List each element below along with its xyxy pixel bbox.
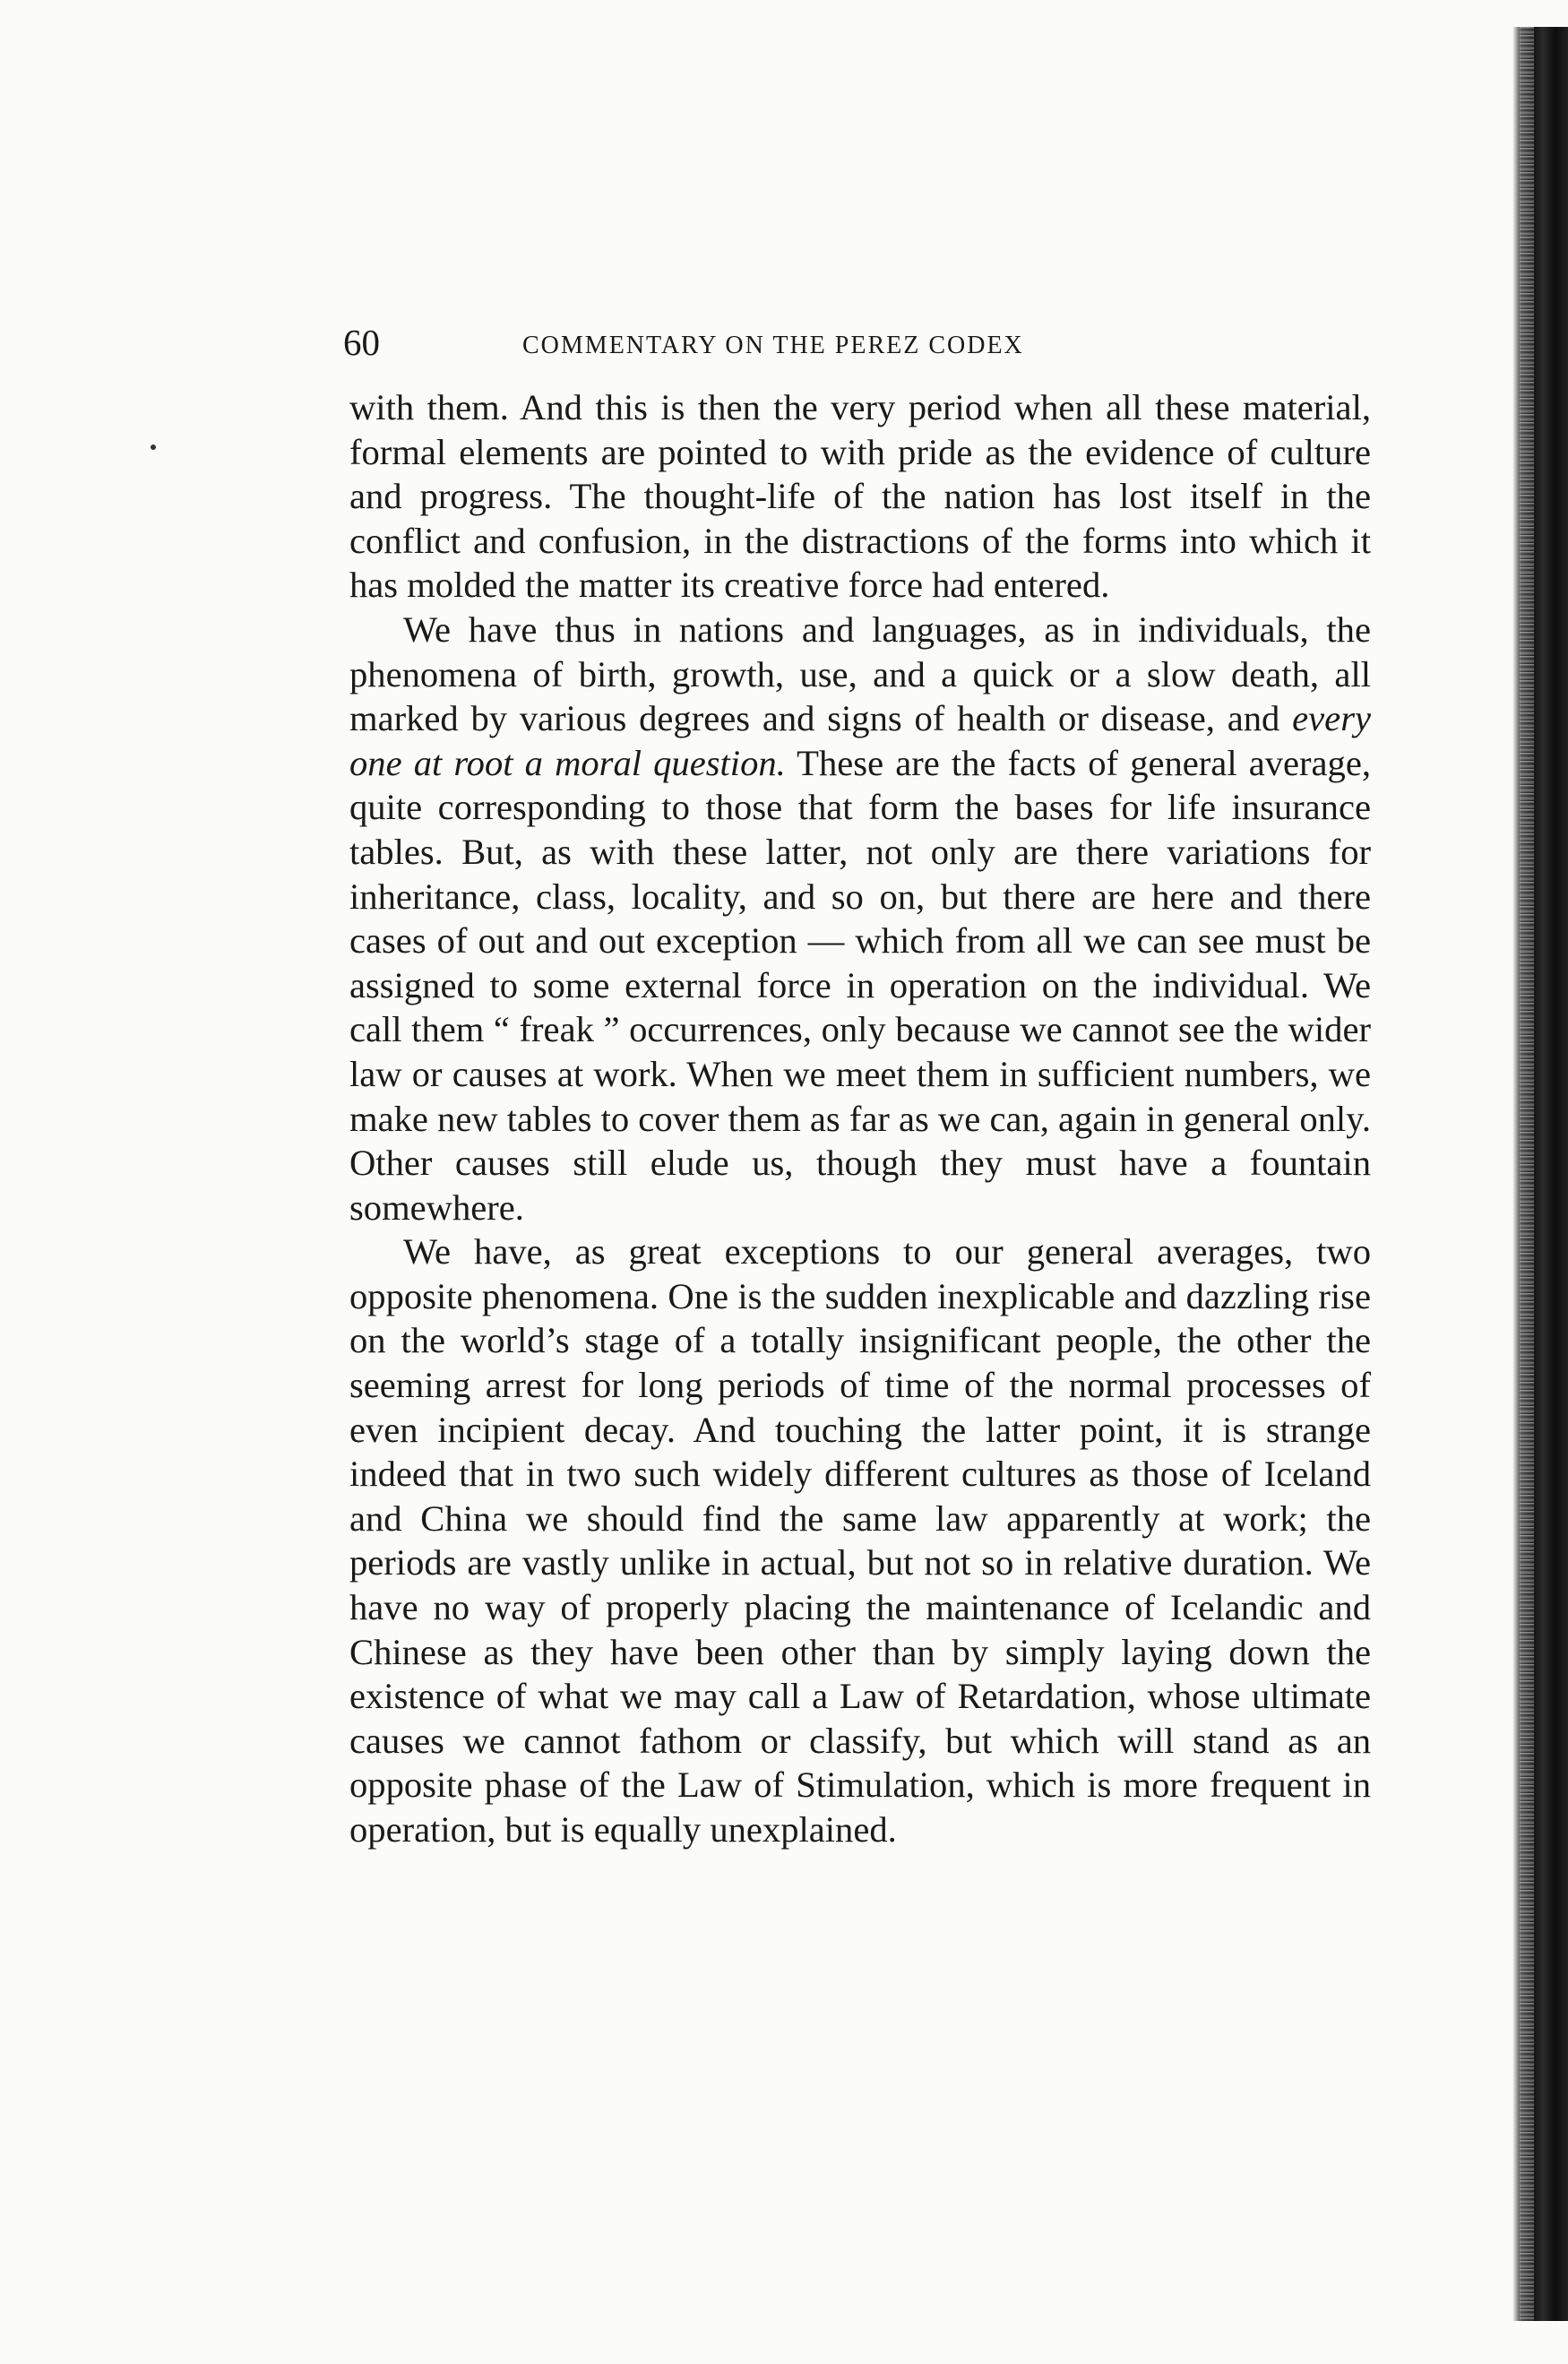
emphasized-text: every one at root a moral question. [349, 698, 1371, 783]
page-number: 60 [343, 322, 380, 363]
paragraph-text: We have thus in nations and languages, as in individuals, the phenomena of birth, growth, use, and a quick or a slow death, all marked by various degrees and signs of health or disease, and [349, 608, 1371, 739]
stray-mark [151, 444, 156, 450]
paragraph-text: These are the facts of general average, quite corresponding to those that form the bases for life insurance tables. But, as with these latter, not only are there variations for inheritance, class, locality, and so on, but there are here and there cases of out and out exception — which from all we can see must be assigned to some external force in operation on the individual. We call them “ freak ” occurrences, only because we cannot see the wider law or causes at work. When we meet them in sufficient numbers, we make new tables to cover them as far as we can, again in general only. Other causes still elude us, though they must have a fountain somewhere. [349, 742, 1371, 1228]
running-head: COMMENTARY ON THE PEREZ CODEX [522, 332, 1024, 359]
page-body [349, 385, 1371, 1852]
page-header [343, 315, 1374, 369]
paragraph: with them. And this is then the very period when all these material, formal elements are pointed to with pride as the evidence of culture and progress. The thought-life of the nation has lost itself in the conflict and confusion, in the distractions of the forms into which it has molded the matter its creative force had entered. [349, 387, 1371, 606]
paragraph [349, 608, 1371, 1229]
paragraph: We have, as great exceptions to our general averages, two opposite phenomena. One is the sudden inexplicable and dazzling rise on the world’s stage of a totally insignificant people, the other the seeming arrest for long periods of time of the normal processes of even incipient decay. And touching the latter point, it is strange indeed that in two such widely different cultures as those of Iceland and China we should find the same law apparently at work; the periods are vastly unlike in actual, but not so in relative duration. We have no way of properly placing the maintenance of Icelandic and Chinese as they have been other than by simply laying down the existence of what we may call a Law of Retardation, whose ultimate causes we cannot fathom or classify, but which will stand as an opposite phase of the Law of Stimulation, which is more frequent in operation, but is equally unexplained. [349, 1231, 1371, 1850]
book-binding-edge [1512, 27, 1568, 2321]
